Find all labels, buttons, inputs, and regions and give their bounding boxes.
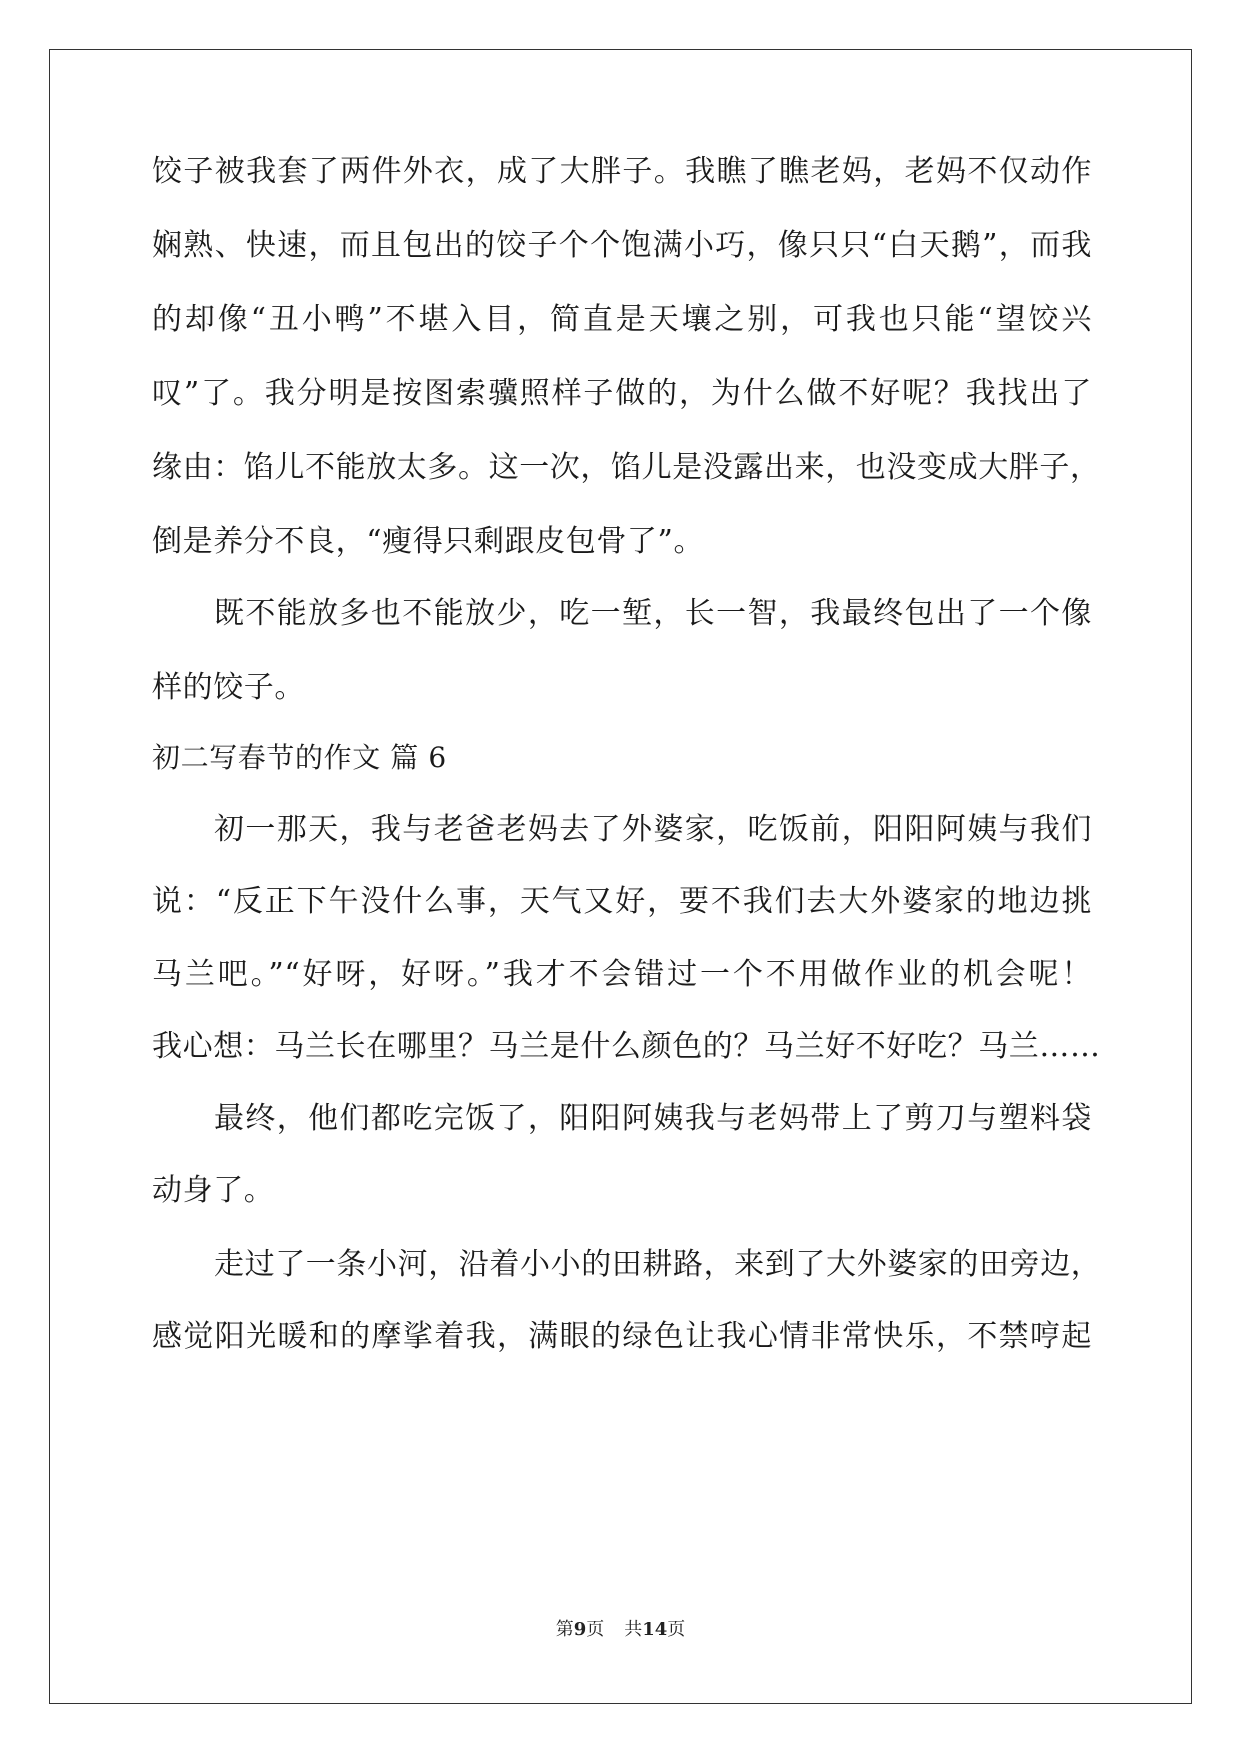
total-unit: 页 (667, 1619, 686, 1640)
page-unit: 页 (586, 1619, 605, 1640)
paragraph-line: 初一那天，我与老爸老妈去了外婆家，吃饭前，阳阳阿姨与我们 (214, 812, 1092, 847)
paragraph-line: 马兰吧。”“好呀，好呀。”我才不会错过一个不用做作业的机会呢！ (152, 957, 1092, 992)
paragraph-line: 的却像“丑小鸭”不堪入目，简直是天壤之别，可我也只能“望饺兴 (152, 302, 1092, 337)
page-number: 9 (573, 1619, 587, 1640)
paragraph-line: 我心想：马兰长在哪里？马兰是什么颜色的？马兰好不好吃？马兰…… (152, 1029, 1101, 1064)
total-pages: 14 (642, 1619, 668, 1640)
paragraph-line: 叹”了。我分明是按图索骥照样子做的，为什么做不好呢？我找出了 (152, 376, 1092, 411)
paragraph-line: 饺子被我套了两件外衣，成了大胖子。我瞧了瞧老妈，老妈不仅动作 (152, 154, 1092, 189)
section-heading: 初二写春节的作文 篇 6 (152, 741, 447, 774)
paragraph-line: 既不能放多也不能放少，吃一堑，长一智，我最终包出了一个像 (214, 596, 1092, 631)
paragraph-line: 最终，他们都吃完饭了，阳阳阿姨我与老妈带上了剪刀与塑料袋 (214, 1101, 1092, 1136)
page-footer (0, 1618, 1241, 1642)
page-prefix: 第 (555, 1619, 574, 1640)
paragraph-line: 倒是养分不良，“瘦得只剩跟皮包骨了”。 (152, 524, 705, 559)
total-prefix: 共 (624, 1619, 643, 1640)
page-border (49, 49, 1192, 1704)
paragraph-line: 样的饺子。 (152, 670, 305, 705)
paragraph-line: 说：“反正下午没什么事，天气又好，要不我们去大外婆家的地边挑 (152, 884, 1092, 919)
paragraph-line: 缘由：馅儿不能放太多。这一次，馅儿是没露出来，也没变成大胖子， (152, 450, 1101, 485)
paragraph-line: 走过了一条小河，沿着小小的田耕路，来到了大外婆家的田旁边， (214, 1247, 1102, 1282)
paragraph-line: 动身了。 (152, 1173, 275, 1208)
paragraph-line: 感觉阳光暖和的摩挲着我，满眼的绿色让我心情非常快乐，不禁哼起 (152, 1319, 1092, 1354)
paragraph-line: 娴熟、快速，而且包出的饺子个个饱满小巧，像只只“白天鹅”，而我 (152, 228, 1092, 263)
